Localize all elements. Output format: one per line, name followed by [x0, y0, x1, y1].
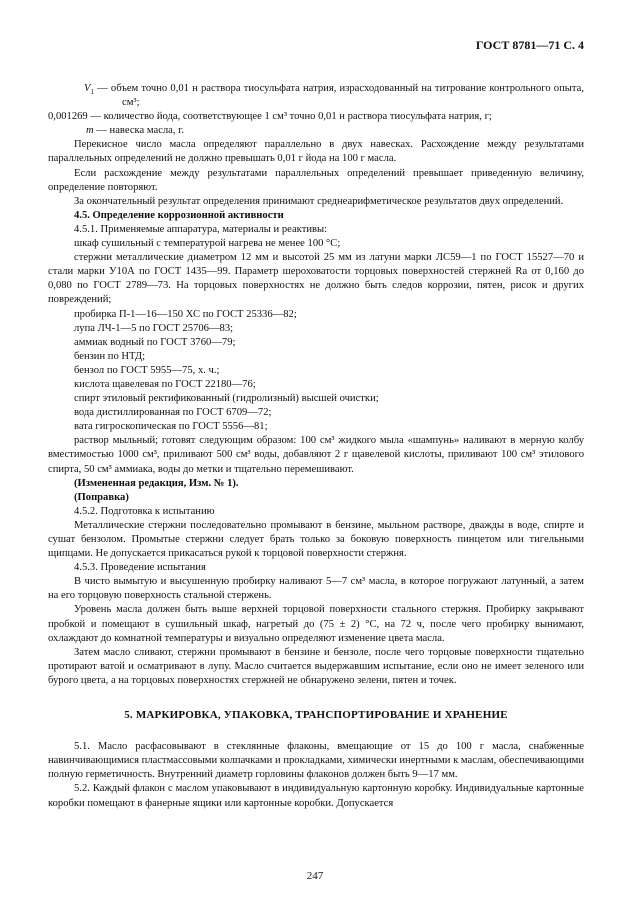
list-item: аммиак водный по ГОСТ 3760—79; — [74, 336, 236, 348]
correction-note: (Поправка) — [74, 491, 129, 503]
section-4-5-3-title: 4.5.3. Проведение испытания — [74, 562, 206, 574]
paragraph: Если расхождение между результатами параллельных определений превышает приведенную величину, определение повторяют. — [48, 167, 584, 193]
paragraph: Перекисное число масла определяют параллельно в двух навесках. Расхождение между результатами параллельных определений не должно превышать 0,01 г йода на 100 г масла. — [48, 139, 584, 165]
paragraph: В чисто вымытую и высушенную пробирку наливают 5—7 см³ масла, в которое погружают латунный, а затем на его торцовую поверхность стальной стержень. — [48, 576, 584, 602]
paragraph: Металлические стержни последовательно промывают в бензине, мыльном растворе, дважды в воде, спирте и сушат бензолом. Промытые стержни следует брать только за боковую поверхность пинцетом или тигельными щипцами. Не допускается прикасаться рукой к торцовой поверхности стержня. — [48, 519, 584, 560]
section-4-5-2-title: 4.5.2. Подготовка к испытанию — [74, 505, 215, 517]
list-item: спирт этиловый ректификованный (гидролизный) высшей очистки; — [74, 393, 379, 405]
edit-note: (Измененная редакция, Изм. № 1). — [74, 477, 239, 489]
list-item: стержни металлические диаметром 12 мм и высотой 25 мм из латуни марки ЛС59—1 по ГОСТ 15527—70 и стали марки У10А по ГОСТ 1435—99. Параметр шероховатости торцовых поверхностей стержней Ra от 0,160 до 0,080 по ГОСТ 2789—73. На торцовых поверхностях не должно быть следов коррозии, пятен, рисок и других повреждений; — [48, 252, 584, 306]
definition-m: m — навеска масла, г. — [86, 125, 184, 137]
list-item: вата гигроскопическая по ГОСТ 5556—81; — [74, 421, 268, 433]
paragraph: Затем масло сливают, стержни промывают в бензине и бензоле, после чего торцовые поверхности тщательно протирают ватой и осматривают в лупу. Масло считается выдержавшим испытание, если оно не имеет зеленого или бурого цвета, а на торцовых поверхностях стержней не обнаружено зелени, пятен и точек. — [48, 646, 584, 686]
paragraph: 5.2. Каждый флакон с маслом упаковывают в индивидуальную картонную коробку. Индивидуальные картонные коробки помещают в фанерные ящики или картонные коробки. Допускается — [48, 783, 584, 809]
list-item: раствор мыльный; готовят следующим образом: 100 см³ жидкого мыла «шампунь» наливают в мерную колбу вместимостью 1000 см³, приливают 500 см³ воды, добавляют 2 г щавелевой кислоты, приливают 100 см³ этилового спирта, 50 см³ аммиака, воды до метки и тщательно перемешивают. — [48, 435, 584, 475]
list-item: бензол по ГОСТ 5955—75, х. ч.; — [74, 364, 220, 376]
section-4-5-title: 4.5. Определение коррозионной активности — [74, 209, 284, 221]
list-item: лупа ЛЧ-1—5 по ГОСТ 25706—83; — [74, 322, 234, 334]
definition-iodine: 0,001269 — количество йода, соответствующее 1 см³ точно 0,01 н раствора тиосульфата натрия, г; — [48, 111, 492, 123]
definition-v1: $V_1$ — объем точно 0,01 н раствора тиосульфата натрия, израсходованный на титрование контрольного опыта, см³; — [84, 83, 584, 109]
list-item: пробирка П-1—16—150 ХС по ГОСТ 25336—82; — [74, 308, 297, 320]
list-item: кислота щавелевая по ГОСТ 22180—76; — [74, 378, 256, 390]
paragraph: За окончательный результат определения принимают среднеарифметическое результатов двух определений. — [74, 195, 564, 207]
paragraph: Уровень масла должен быть выше верхней торцовой поверхности стального стержня. Пробирку закрывают пробкой и помещают в сушильный шкаф, нагретый до (75 ± 2) °С, на 72 ч, после чего пробирку вынимают, охлаждают до комнатной температуры и визуально определяют изменение цвета масла. — [48, 604, 584, 644]
paragraph: 5.1. Масло расфасовывают в стеклянные флаконы, вмещающие от 15 до 100 г масла, снабженные навинчивающимися пластмассовыми колпачками и прокладками, химически инертными к маслам, обеспечивающими полную герметичность. Внутренний диаметр горловины флаконов должен быть 9—17 мм. — [48, 741, 584, 781]
section-4-5-1: 4.5.1. Применяемые аппаратура, материалы и реактивы: — [74, 223, 328, 235]
page-number: 247 — [306, 870, 324, 882]
section-5-title: 5. МАРКИРОВКА, УПАКОВКА, ТРАНСПОРТИРОВАНИЕ И ХРАНЕНИЕ — [124, 709, 508, 722]
list-item: бензин по НТД; — [74, 350, 146, 362]
page-header: ГОСТ 8781—71 С. 4 — [475, 38, 584, 52]
document-body — [48, 82, 584, 811]
list-item: шкаф сушильный с температурой нагрева не менее 100 °С; — [74, 238, 341, 250]
list-item: вода дистиллированная по ГОСТ 6709—72; — [74, 407, 272, 419]
